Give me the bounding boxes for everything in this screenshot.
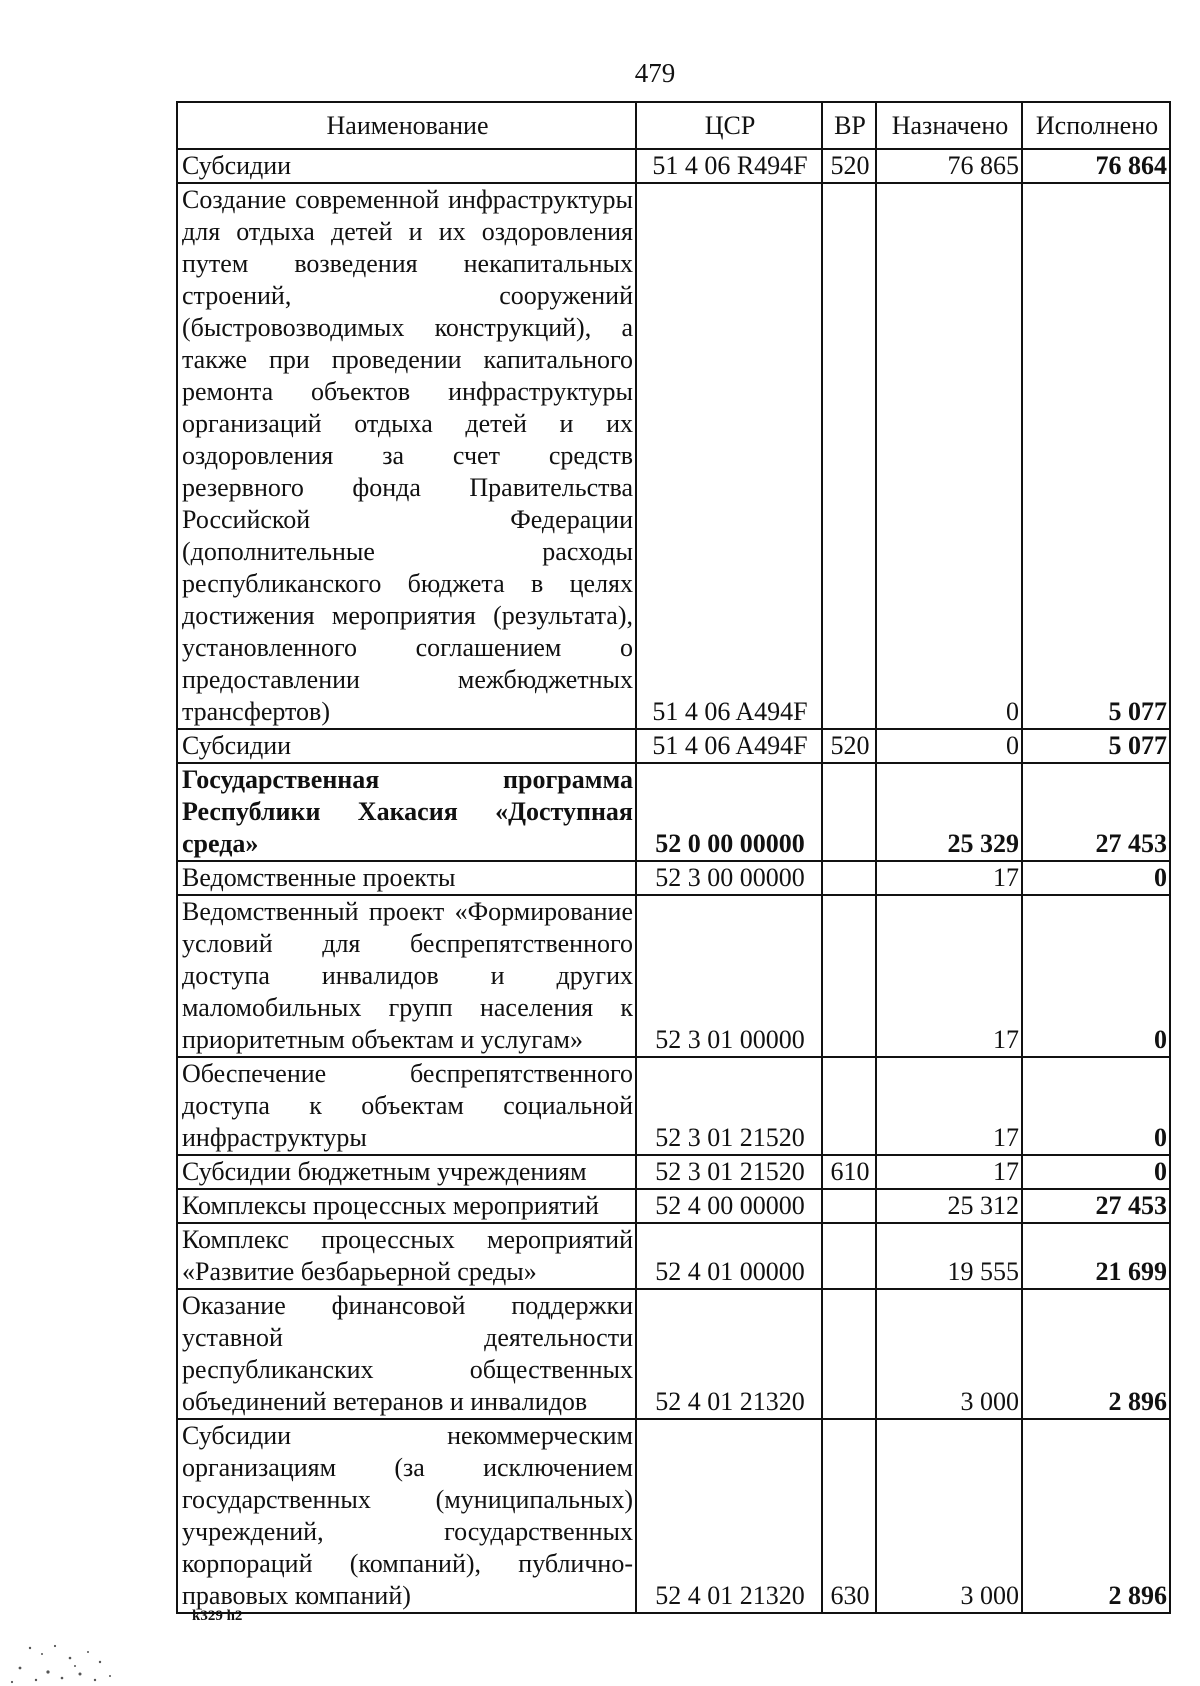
header-csr: ЦСР <box>636 102 822 149</box>
row-name: Оказание финансовой поддержки уставной деятельности республиканских общественных объединений ветеранов и инвалидов <box>177 1289 636 1419</box>
row-name: Субсидии бюджетным учреждениям <box>177 1155 636 1189</box>
row-vr: 520 <box>822 729 876 763</box>
row-vr: 520 <box>822 149 876 183</box>
row-executed: 2 896 <box>1022 1419 1170 1613</box>
row-csr: 52 0 00 00000 <box>636 763 822 861</box>
table-row <box>177 1289 1170 1419</box>
table-header-row <box>177 102 1170 149</box>
row-executed: 0 <box>1022 1057 1170 1155</box>
row-name: Комплекс процессных мероприятий «Развитие безбарьерной среды» <box>177 1223 636 1289</box>
row-vr: 610 <box>822 1155 876 1189</box>
header-vr: ВР <box>822 102 876 149</box>
row-executed: 5 077 <box>1022 729 1170 763</box>
row-vr <box>822 1223 876 1289</box>
table-row-program <box>177 763 1170 861</box>
row-name: Государственная программа Республики Хакасия «Доступная среда» <box>177 763 636 861</box>
budget-table <box>176 101 1171 1614</box>
row-assigned: 0 <box>876 183 1022 729</box>
page-number: 479 <box>634 58 676 88</box>
row-name: Субсидии <box>177 149 636 183</box>
row-name: Ведомственный проект «Формирование условий для беспрепятственного доступа инвалидов и других маломобильных групп населения к приоритетным объектам и услугам» <box>177 895 636 1057</box>
table-row <box>177 895 1170 1057</box>
table-row <box>177 1155 1170 1189</box>
row-name: Ведомственные проекты <box>177 861 636 895</box>
row-vr <box>822 1189 876 1223</box>
row-csr: 52 3 01 00000 <box>636 895 822 1057</box>
row-vr <box>822 861 876 895</box>
row-assigned: 17 <box>876 1057 1022 1155</box>
row-assigned: 19 555 <box>876 1223 1022 1289</box>
row-vr <box>822 763 876 861</box>
row-executed: 2 896 <box>1022 1289 1170 1419</box>
table-row <box>177 149 1170 183</box>
row-csr: 52 3 01 21520 <box>636 1155 822 1189</box>
row-csr: 51 4 06 R494F <box>636 149 822 183</box>
row-csr: 52 4 01 21320 <box>636 1289 822 1419</box>
table-row <box>177 1419 1170 1613</box>
row-executed: 76 864 <box>1022 149 1170 183</box>
row-csr: 52 3 01 21520 <box>636 1057 822 1155</box>
table-row <box>177 729 1170 763</box>
row-assigned: 17 <box>876 861 1022 895</box>
row-executed: 0 <box>1022 895 1170 1057</box>
table-row <box>177 1223 1170 1289</box>
row-executed: 27 453 <box>1022 1189 1170 1223</box>
row-vr <box>822 1289 876 1419</box>
header-name: Наименование <box>177 102 636 149</box>
row-assigned: 0 <box>876 729 1022 763</box>
row-executed: 27 453 <box>1022 763 1170 861</box>
scan-noise-artifact <box>0 1628 130 1686</box>
row-vr <box>822 183 876 729</box>
table-row <box>177 1057 1170 1155</box>
row-csr: 51 4 06 A494F <box>636 183 822 729</box>
row-assigned: 76 865 <box>876 149 1022 183</box>
row-executed: 21 699 <box>1022 1223 1170 1289</box>
table-row <box>177 1189 1170 1223</box>
row-executed: 5 077 <box>1022 183 1170 729</box>
row-name: Субсидии <box>177 729 636 763</box>
row-vr <box>822 1057 876 1155</box>
row-name: Создание современной инфраструктуры для отдыха детей и их оздоровления путем возведения некапитальных строений, сооружений (быстровозводимых конструкций), а также при проведении капитального ремонта объектов инфраструктуры организаций отдыха детей и их оздоровления за счет средств резервного фонда Правительства Российской Федерации (дополнительные расходы республиканского бюджета в целях достижения мероприятия (результата), установленного соглашением о предоставлении межбюджетных трансфертов) <box>177 183 636 729</box>
header-assigned: Назначено <box>876 102 1022 149</box>
row-vr: 630 <box>822 1419 876 1613</box>
row-csr: 51 4 06 A494F <box>636 729 822 763</box>
row-assigned: 17 <box>876 1155 1022 1189</box>
row-executed: 0 <box>1022 861 1170 895</box>
header-executed: Исполнено <box>1022 102 1170 149</box>
row-vr <box>822 895 876 1057</box>
row-csr: 52 4 01 00000 <box>636 1223 822 1289</box>
row-assigned: 3 000 <box>876 1289 1022 1419</box>
row-assigned: 3 000 <box>876 1419 1022 1613</box>
row-csr: 52 4 00 00000 <box>636 1189 822 1223</box>
row-csr: 52 3 00 00000 <box>636 861 822 895</box>
row-assigned: 17 <box>876 895 1022 1057</box>
row-executed: 0 <box>1022 1155 1170 1189</box>
row-assigned: 25 329 <box>876 763 1022 861</box>
table-row <box>177 183 1170 729</box>
table-row <box>177 861 1170 895</box>
row-name: Обеспечение беспрепятственного доступа к объектам социальной инфраструктуры <box>177 1057 636 1155</box>
row-assigned: 25 312 <box>876 1189 1022 1223</box>
row-name: Субсидии некоммерческим организациям (за исключением государственных (муниципальных) учреждений, государственных корпораций (компаний), публично-правовых компаний) <box>177 1419 636 1613</box>
footer-code: k329 h2 <box>192 1608 243 1624</box>
row-csr: 52 4 01 21320 <box>636 1419 822 1613</box>
row-name: Комплексы процессных мероприятий <box>177 1189 636 1223</box>
